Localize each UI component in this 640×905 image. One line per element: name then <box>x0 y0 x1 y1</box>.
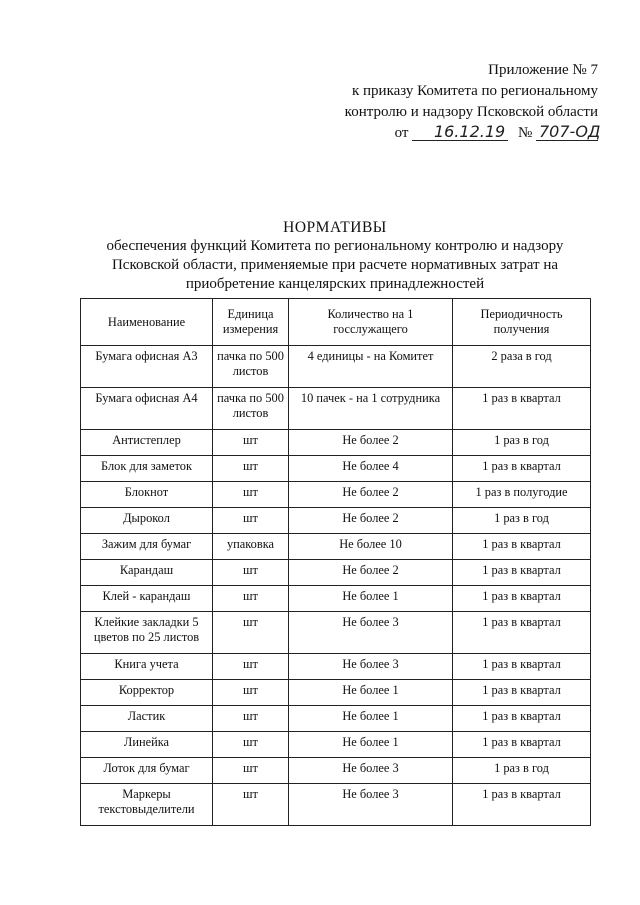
cell-name: Бумага офисная А3 <box>81 346 213 388</box>
cell-period: 1 раз в год <box>453 758 591 784</box>
table-row <box>81 508 591 534</box>
cell-unit: шт <box>213 586 289 612</box>
cell-quantity: Не более 1 <box>289 586 453 612</box>
header-quantity: Количество на 1 госслужащего <box>289 299 453 346</box>
cell-period: 1 раз в квартал <box>453 680 591 706</box>
cell-unit: пачка по 500 листов <box>213 388 289 430</box>
cell-name: Блокнот <box>81 482 213 508</box>
title-heading: НОРМАТИВЫ <box>283 219 387 236</box>
cell-unit: шт <box>213 456 289 482</box>
cell-quantity: Не более 4 <box>289 456 453 482</box>
cell-unit: шт <box>213 654 289 680</box>
cell-unit: шт <box>213 706 289 732</box>
title-line-3: приобретение канцелярских принадлежностей <box>185 276 485 292</box>
cell-unit: шт <box>213 430 289 456</box>
title-line-1: обеспечения функций Комитета по региональному контролю и надзору <box>106 238 564 254</box>
header-name: Наименование <box>81 299 213 346</box>
cell-quantity: Не более 10 <box>289 534 453 560</box>
handwritten-date: 16.12.19 <box>412 124 508 141</box>
cell-period: 1 раз в полугодие <box>453 482 591 508</box>
cell-quantity: Не более 2 <box>289 482 453 508</box>
header-period: Периодичность получения <box>453 299 591 346</box>
cell-name: Антистеплер <box>81 430 213 456</box>
table-header-row <box>81 299 591 346</box>
cell-unit: шт <box>213 732 289 758</box>
table-row <box>81 534 591 560</box>
cell-name: Бумага офисная А4 <box>81 388 213 430</box>
table-row <box>81 612 591 654</box>
cell-name: Дырокол <box>81 508 213 534</box>
title-line-2: Псковской области, применяемые при расчете нормативных затрат на <box>111 257 559 273</box>
cell-unit: шт <box>213 784 289 826</box>
cell-period: 1 раз в квартал <box>453 706 591 732</box>
header-unit: Единица измерения <box>213 299 289 346</box>
document-title <box>80 218 590 294</box>
cell-unit: шт <box>213 680 289 706</box>
cell-quantity: Не более 3 <box>289 758 453 784</box>
cell-name: Карандаш <box>81 560 213 586</box>
cell-unit: пачка по 500 листов <box>213 346 289 388</box>
cell-quantity: Не более 3 <box>289 654 453 680</box>
cell-period: 1 раз в квартал <box>453 560 591 586</box>
table-row <box>81 706 591 732</box>
number-label: № <box>517 125 533 141</box>
cell-quantity: Не более 3 <box>289 612 453 654</box>
cell-unit: шт <box>213 508 289 534</box>
cell-period: 1 раз в квартал <box>453 612 591 654</box>
cell-unit: шт <box>213 560 289 586</box>
cell-name: Клейкие закладки 5 цветов по 25 листов <box>81 612 213 654</box>
cell-period: 1 раз в квартал <box>453 654 591 680</box>
cell-quantity: Не более 2 <box>289 508 453 534</box>
cell-period: 1 раз в квартал <box>453 732 591 758</box>
cell-name: Корректор <box>81 680 213 706</box>
cell-quantity: Не более 3 <box>289 784 453 826</box>
cell-name: Лоток для бумаг <box>81 758 213 784</box>
cell-period: 2 раза в год <box>453 346 591 388</box>
cell-name: Ластик <box>81 706 213 732</box>
appendix-number: Приложение № 7 <box>488 62 598 78</box>
cell-period: 1 раз в квартал <box>453 784 591 826</box>
table-row <box>81 732 591 758</box>
cell-unit: шт <box>213 482 289 508</box>
cell-quantity: Не более 2 <box>289 560 453 586</box>
cell-quantity: Не более 1 <box>289 706 453 732</box>
cell-quantity: Не более 1 <box>289 680 453 706</box>
cell-quantity: Не более 1 <box>289 732 453 758</box>
cell-period: 1 раз в год <box>453 508 591 534</box>
cell-period: 1 раз в квартал <box>453 388 591 430</box>
table-row <box>81 346 591 388</box>
handwritten-number: 707-ОД <box>536 124 598 141</box>
table-row <box>81 388 591 430</box>
cell-period: 1 раз в квартал <box>453 586 591 612</box>
cell-name: Блок для заметок <box>81 456 213 482</box>
cell-name: Книга учета <box>81 654 213 680</box>
cell-quantity: 4 единицы - на Комитет <box>289 346 453 388</box>
appendix-committee: контролю и надзору Псковской области <box>344 104 598 120</box>
appendix-block <box>344 60 601 144</box>
cell-name: Маркеры текстовыделители <box>81 784 213 826</box>
table-row <box>81 586 591 612</box>
cell-unit: упаковка <box>213 534 289 560</box>
table-row <box>81 456 591 482</box>
table-row <box>81 680 591 706</box>
cell-unit: шт <box>213 758 289 784</box>
norms-table <box>80 298 591 826</box>
cell-name: Клей - карандаш <box>81 586 213 612</box>
from-label: от <box>394 125 409 141</box>
table-row <box>81 654 591 680</box>
table-row <box>81 784 591 826</box>
cell-quantity: 10 пачек - на 1 сотрудника <box>289 388 453 430</box>
cell-period: 1 раз в квартал <box>453 456 591 482</box>
appendix-date-line <box>345 122 601 144</box>
table-row <box>81 758 591 784</box>
cell-period: 1 раз в квартал <box>453 534 591 560</box>
table-row <box>81 430 591 456</box>
cell-quantity: Не более 2 <box>289 430 453 456</box>
cell-period: 1 раз в год <box>453 430 591 456</box>
table-row <box>81 560 591 586</box>
cell-name: Линейка <box>81 732 213 758</box>
appendix-order-ref: к приказу Комитета по региональному <box>351 83 598 99</box>
cell-name: Зажим для бумаг <box>81 534 213 560</box>
cell-unit: шт <box>213 612 289 654</box>
table-row <box>81 482 591 508</box>
